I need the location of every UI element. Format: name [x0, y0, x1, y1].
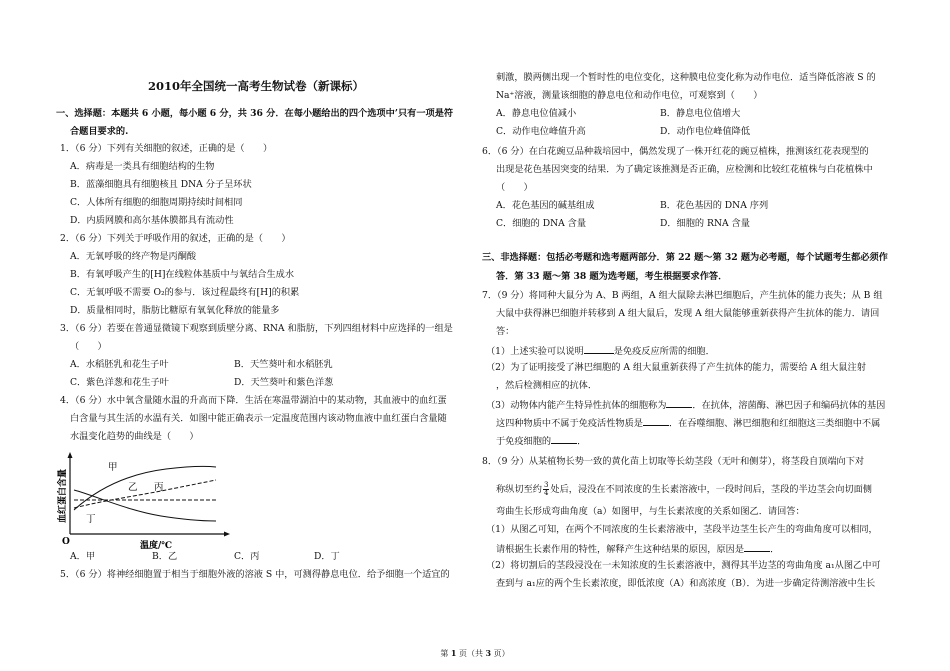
q6-option-b: B．花色基因的 DNA 序列 [660, 200, 769, 211]
q4-option-d: D．丁 [314, 551, 340, 562]
q1-stem: 1．（6 分）下列有关细胞的叙述，正确的是（ ） [60, 143, 273, 154]
y-axis-arrow [68, 452, 73, 458]
q5-stem: 5．（6 分）将神经细胞置于相当于细胞外液的溶液 S 中，可测得静息电位．给予细胞一个适宜的 [60, 569, 450, 580]
x-axis-label: 温度/℃ [140, 541, 173, 550]
q6-option-a: A．花色基因的碱基组成 [496, 200, 595, 211]
q7-part3-text-e: 于免疫细胞的 [496, 436, 552, 447]
q7-part3-text-a: （3）动物体内能产生特异性抗体的细胞称为 [486, 400, 667, 411]
q3-option-a: A．水稻胚乳和花生子叶 [70, 359, 169, 370]
footer-post: 页） [491, 649, 510, 658]
y-axis-label: 血红蛋白含量 [58, 468, 68, 524]
q7-part1-text-a: （1）上述实验可以说明 [486, 346, 584, 357]
q8-stem-cont2: 弯曲生长形成弯曲角度（a）如图甲，与生长素浓度的关系如图乙．请回答： [496, 506, 805, 517]
q8-stem-cont1 [496, 482, 872, 497]
q4-option-b: B．乙 [152, 551, 178, 562]
section-heading-choice-cont: 合题目要求的. [70, 126, 129, 137]
q7-blank-2[interactable] [666, 398, 692, 408]
q2-option-b: B．有氧呼吸产生的[H]在线粒体基质中与氧结合生成水 [70, 269, 295, 280]
q7-part3-text-b: ．在抗体，溶菌酶、淋巴因子和编码抗体的基因 [692, 400, 886, 411]
q7-part3-text-d: ．在吞噬细胞、淋巴细胞和红细胞这三类细胞中不属 [669, 418, 881, 429]
footer-total-pages: 3 [485, 648, 492, 658]
q7-stem-cont2: 答： [496, 326, 515, 337]
q5-option-c: C．动作电位峰值升高 [496, 126, 586, 137]
q7-part3-cont1 [496, 416, 880, 430]
series-label-ding: 丁 [86, 514, 96, 525]
q5-stem-cont2: Na⁺溶液，测量该细胞的静息电位和动作电位，可观察到（ ） [496, 90, 763, 101]
q7-blank-4[interactable] [551, 434, 577, 444]
q3-stem-cont: （ ） [70, 341, 107, 352]
q8-stem: 8．（9 分）从某植物长势一致的黄化苗上切取等长幼茎段（无叶和侧芽），将茎段自顶端向下对 [482, 456, 865, 467]
q1-option-d: D．内质网膜和高尔基体膜都具有流动性 [70, 215, 234, 226]
q7-part1 [486, 344, 715, 358]
q7-part3-cont2 [496, 434, 586, 448]
q8-part2-cont: 查到与 a₁应的两个生长素浓度，即低浓度（A）和高浓度（B）．为进一步确定待测溶液中生长 [496, 578, 876, 589]
q7-part3-text-f: ． [577, 436, 587, 447]
q4-option-a: A．甲 [70, 551, 96, 562]
q2-stem: 2．（6 分）下列关于呼吸作用的叙述，正确的是（ ） [60, 233, 291, 244]
q8-part2: （2）将切割后的茎段浸没在一未知浓度的生长素溶液中，测得其半边茎的弯曲角度 a₁从图乙中可 [486, 560, 881, 571]
q2-option-d: D．质量相同时，脂肪比糖原有氧氧化释放的能量多 [70, 305, 280, 316]
q7-part3 [486, 398, 885, 412]
q8-part1-text-c: ． [770, 544, 780, 555]
q3-option-b: B．天竺葵叶和水稻胚乳 [234, 359, 333, 370]
footer-page-number: 1 [450, 648, 457, 658]
fraction-numerator: 3 [543, 481, 549, 489]
q1-option-c: C．人体所有细胞的细胞周期持续时间相同 [70, 197, 243, 208]
footer-mid: 页（共 [456, 649, 486, 658]
q2-option-a: A．无氧呼吸的终产物是丙酮酸 [70, 251, 197, 262]
q8-blank-1[interactable] [744, 542, 770, 552]
q5-stem-cont1: 刺激，膜两侧出现一个暂时性的电位变化，这种膜电位变化称为动作电位．适当降低溶液 S 的 [496, 72, 876, 83]
x-axis-arrow [224, 532, 230, 537]
hemoglobin-temperature-chart [56, 450, 236, 550]
q6-option-d: D．细胞的 RNA 含量 [660, 218, 750, 229]
q2-option-c: C．无氧呼吸不需要 O₂的参与．该过程最终有[H]的积累 [70, 287, 300, 298]
section-heading-nonchoice: 三、非选择题：包括必考题和选考题两部分．第 22 题～第 32 题为必考题，每个试题考生都必须作 [482, 252, 888, 263]
q1-option-a: A．病毒是一类具有细胞结构的生物 [70, 161, 215, 172]
q4-stem-cont1: 白含量与其生活的水温有关．如图中能正确表示一定温度范围内该动物血液中血红蛋白含量随 [70, 413, 447, 424]
fraction-denominator: 4 [543, 489, 549, 497]
q4-stem-cont2: 水温变化趋势的曲线是（ ） [70, 431, 199, 442]
page-footer [0, 648, 950, 659]
q3-option-d: D．天竺葵叶和紫色洋葱 [234, 377, 334, 388]
q8-text-a: 称纵切至约 [496, 484, 542, 495]
q4-stem: 4．（6 分）水中氧含量随水温的升高而下降．生活在寒温带湖泊中的某动物，其血液中的血红蛋 [60, 395, 447, 406]
q7-part2-cont: ，然后检测相应的抗体． [496, 380, 598, 391]
q7-stem: 7．（9 分）将同种大鼠分为 A、B 两组，A 组大鼠除去淋巴细胞后，产生抗体的能力丧失；从 B 组 [482, 290, 883, 301]
page-title: 2010年全国统一高考生物试卷（新课标） [148, 79, 365, 93]
q7-part2: （2）为了证明接受了淋巴细胞的 A 组大鼠重新获得了产生抗体的能力，需要给 A 组大鼠注射 [486, 362, 866, 373]
q8-part1-text-b: 请根据生长素作用的特性，解释产生这种结果的原因，原因是 [496, 544, 745, 555]
q3-option-c: C．紫色洋葱和花生子叶 [70, 377, 169, 388]
section-heading-nonchoice-cont: 答．第 33 题～第 38 题为选考题，考生根据要求作答． [496, 271, 728, 282]
q8-text-b: 处后，浸没在不同浓度的生长素溶液中，一段时间后，茎段的半边茎会向切面侧 [550, 484, 872, 495]
q4-option-c: C．丙 [234, 551, 260, 562]
q6-option-c: C．细胞的 DNA 含量 [496, 218, 587, 229]
q6-stem: 6．（6 分）在白花豌豆品种栽培园中，偶然发现了一株开红花的豌豆植株，推测该红花表现型的 [482, 146, 869, 157]
footer-pre: 第 [440, 649, 451, 658]
q7-stem-cont1: 大鼠中获得淋巴细胞并转移到 A 组大鼠后，发现 A 组大鼠能够重新获得产生抗体的能力．请回 [496, 308, 880, 319]
q5-option-d: D．动作电位峰值降低 [660, 126, 751, 137]
q5-option-a: A．静息电位值减小 [496, 108, 577, 119]
q8-part1-cont [496, 542, 779, 556]
q5-option-b: B．静息电位值增大 [660, 108, 741, 119]
series-label-yi: 乙 [128, 482, 138, 493]
q7-blank-1[interactable] [584, 344, 614, 354]
q7-part3-text-c: 这四种物质中不属于免疫活性物质是 [496, 418, 643, 429]
q7-blank-3[interactable] [643, 416, 669, 426]
fraction-three-quarters [543, 482, 549, 497]
section-heading-choice: 一、选择题：本题共 6 小题，每小题 6 分，共 36 分．在每小题给出的四个选项中’只有一项是符 [56, 108, 454, 119]
series-label-jia: 甲 [108, 462, 118, 473]
q7-part1-text-b: 是免疫反应所需的细胞． [613, 346, 715, 357]
q8-part1: （1）从图乙可知，在两个不同浓度的生长素溶液中，茎段半边茎生长产生的弯曲角度可以相同， [486, 524, 878, 535]
q1-option-b: B．蓝藻细胞具有细胞核且 DNA 分子呈环状 [70, 179, 252, 190]
series-label-bing: 丙 [154, 482, 164, 493]
q6-stem-cont2: （ ） [496, 182, 533, 193]
origin-label: O [62, 537, 70, 547]
q3-stem: 3．（6 分）若要在普通显微镜下观察到质壁分离、RNA 和脂肪，下列四组材料中应选择的一组是 [60, 323, 453, 334]
q6-stem-cont1: 出现是花色基因突变的结果．为了确定该推测是否正确，应检测和比较红花植株与白花植株中 [496, 164, 873, 175]
